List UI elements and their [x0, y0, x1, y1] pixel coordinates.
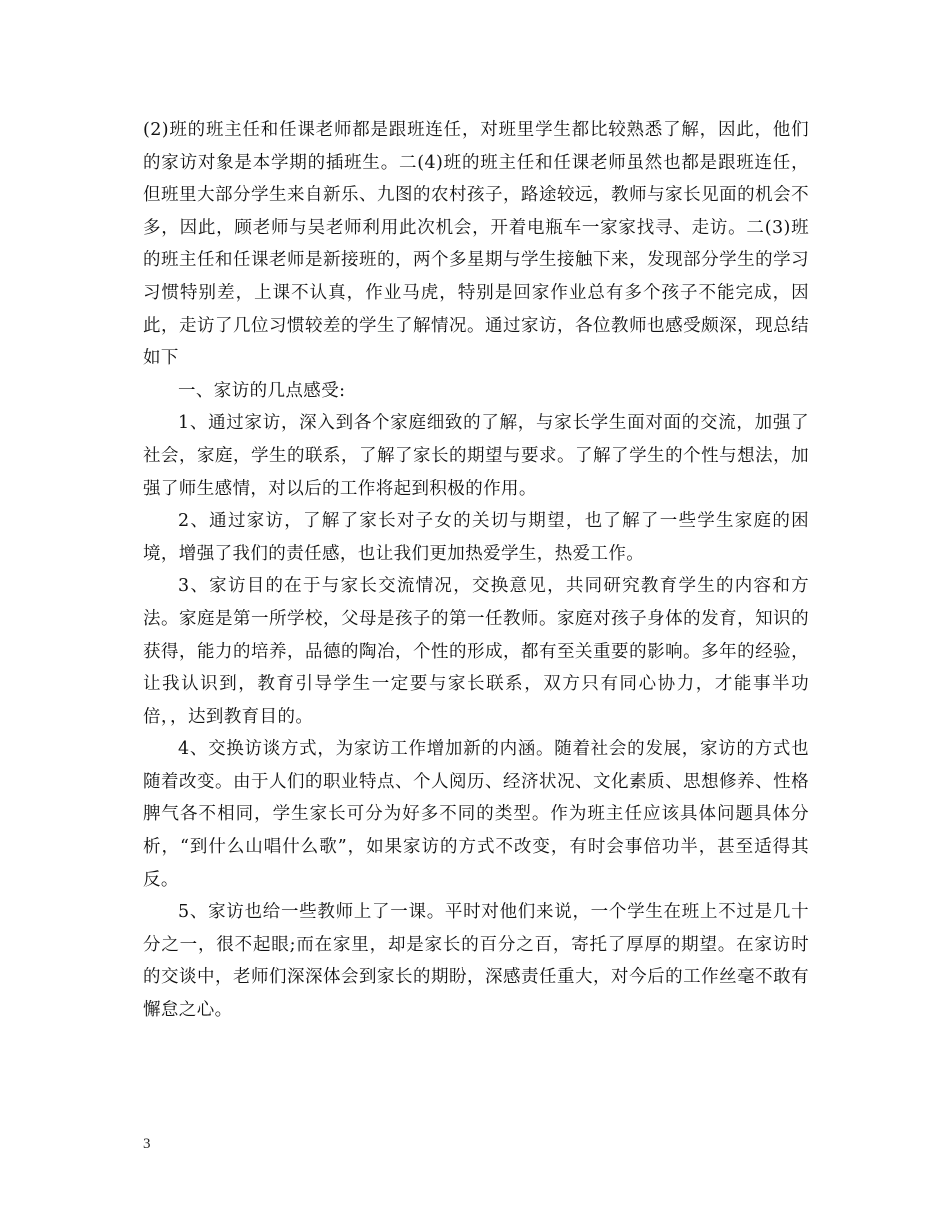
document-body: [143, 114, 809, 1027]
paragraph-point-3: 3、家访目的在于与家长交流情况，交换意见，共同研究教育学生的内容和方法。家庭是第一所学校，父母是孩子的第一任教师。家庭对孩子身体的发育，知识的获得，能力的培养，品德的陶冶，个性的形成，都有至关重要的影响。多年的经验，让我认识到，教育引导学生一定要与家长联系，双方只有同心协力，才能事半功倍，，达到教育目的。: [143, 576, 809, 727]
paragraph-point-2: 2、通过家访，了解了家长对子女的关切与期望，也了解了一些学生家庭的困境，增强了我们的责任感，也让我们更加热爱学生，热爱工作。: [143, 511, 809, 564]
page-number: 3: [143, 1136, 151, 1152]
section-heading-feelings: 一、家访的几点感受:: [178, 380, 346, 401]
paragraph-point-5: 5、家访也给一些教师上了一课。平时对他们来说，一个学生在班上不过是几十分之一，很不起眼;而在家里，却是家长的百分之百，寄托了厚厚的期望。在家访时的交谈中，老师们深深体会到家长的期盼，深感责任重大，对今后的工作丝毫不敢有懈怠之心。: [143, 902, 809, 1021]
paragraph-point-1: 1、通过家访，深入到各个家庭细致的了解，与家长学生面对面的交流，加强了社会，家庭，学生的联系，了解了家长的期望与要求。了解了学生的个性与想法，加强了师生感情，对以后的工作将起到积极的作用。: [143, 413, 809, 499]
paragraph-point-4: 4、交换访谈方式，为家访工作增加新的内涵。随着社会的发展，家访的方式也随着改变。由于人们的职业特点、个人阅历、经济状况、文化素质、思想修养、性格脾气各不相同，学生家长可分为好多不同的类型。作为班主任应该具体问题具体分析，“到什么山唱什么歌”，如果家访的方式不改变，有时会事倍功半，甚至适得其反。: [143, 739, 809, 890]
paragraph-intro: (2)班的班主任和任课老师都是跟班连任，对班里学生都比较熟悉了解，因此，他们的家访对象是本学期的插班生。二(4)班的班主任和任课老师虽然也都是跟班连任，但班里大部分学生来自新乐、九图的农村孩子，路途较远，教师与家长见面的机会不多，因此，顾老师与吴老师利用此次机会，开着电瓶车一家家找寻、走访。二(3)班的班主任和任课老师是新接班的，两个多星期与学生接触下来，发现部分学生的学习习惯特别差，上课不认真，作业马虎，特别是回家作业总有多个孩子不能完成，因此，走访了几位习惯较差的学生了解情况。通过家访，各位教师也感受颇深，现总结如下: [143, 120, 809, 369]
